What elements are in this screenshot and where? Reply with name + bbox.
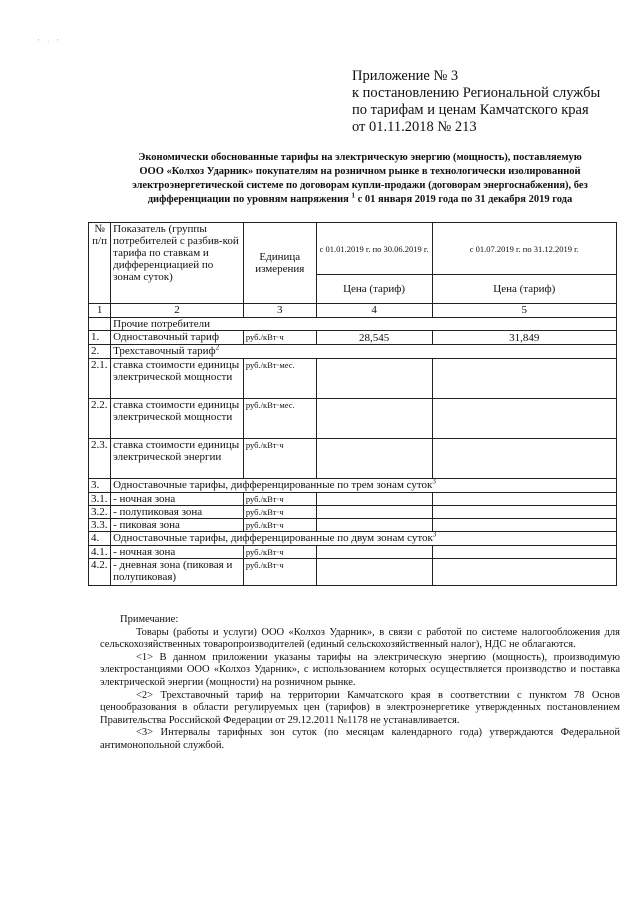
row-num: 4.1.	[89, 546, 111, 559]
row-num: 2.3.	[89, 439, 111, 479]
row-name-text: Одноставочные тарифы, дифференцированные по трем зонам суток	[113, 479, 433, 491]
footnote-ref: 3	[432, 477, 436, 486]
row-value-1	[316, 546, 432, 559]
table-row	[89, 546, 617, 559]
footnote-ref: 1	[351, 191, 355, 200]
notes-heading: Примечание:	[120, 614, 179, 625]
row-num: 3.3.	[89, 519, 111, 532]
column-number: 5	[432, 304, 616, 318]
row-name: ставка стоимости единицы электрической мощности	[111, 399, 244, 439]
row-unit: руб./кВт·ч	[243, 519, 316, 532]
row-value-2	[432, 359, 616, 399]
header-period-1: с 01.01.2019 г. по 30.06.2019 г.	[316, 223, 432, 275]
row-unit: руб./кВт·ч	[243, 439, 316, 479]
tariff-table	[88, 222, 617, 586]
row-value-1	[316, 493, 432, 506]
table-row	[89, 493, 617, 506]
scan-mark: ' · '	[38, 38, 62, 46]
row-name: Одноставочный тариф	[111, 331, 244, 345]
header-price-1: Цена (тариф)	[316, 275, 432, 304]
header-num: № п/п	[89, 223, 111, 304]
table-row	[89, 506, 617, 519]
header-indicator: Показатель (группы потребителей с разбив-кой тарифа по ставкам и дифференциацией по зонам суток)	[111, 223, 244, 304]
footnote-ref: 3	[432, 530, 437, 539]
row-value-2	[432, 506, 616, 519]
column-number: 1	[89, 304, 111, 318]
title-line: ООО «Колхоз Ударник» покупателям на розничном рынке в технологически изолированной	[139, 166, 581, 177]
row-value-2	[432, 519, 616, 532]
note-paragraph: Товары (работы и услуги) ООО «Колхоз Ударник», в связи с работой по системе налогообложения для сельскохозяйственных товаропроизводителей (единый сельскохозяйственный налог), НДС не облагаются.	[100, 626, 620, 651]
row-name	[111, 532, 617, 546]
row-value-1	[316, 506, 432, 519]
row-value-1	[316, 359, 432, 399]
table-row	[89, 439, 617, 479]
row-num: 4.	[89, 532, 111, 546]
section-label: Прочие потребители	[111, 318, 617, 331]
row-value-2	[432, 546, 616, 559]
row-num: 2.	[89, 345, 111, 359]
row-name-text: Одноставочные тарифы, дифференцированные по двум зонам суток	[113, 532, 433, 544]
table-row	[89, 345, 617, 359]
row-num: 2.2.	[89, 399, 111, 439]
row-name: ставка стоимости единицы электрической энергии	[111, 439, 244, 479]
table-row	[89, 479, 617, 493]
row-name	[111, 479, 617, 493]
row-value-1	[316, 439, 432, 479]
row-name: - ночная зона	[111, 493, 244, 506]
table-row	[89, 331, 617, 345]
row-num: 3.1.	[89, 493, 111, 506]
table-row	[89, 399, 617, 439]
appendix-line: от 01.11.2018 № 213	[352, 119, 477, 135]
row-value-1	[316, 399, 432, 439]
table-row	[89, 359, 617, 399]
row-unit: руб./кВт·мес.	[243, 359, 316, 399]
row-value-2	[432, 399, 616, 439]
title-text: с 01 января 2019 года по 31 декабря 2019 года	[354, 194, 573, 205]
note-paragraph: <3> Интервалы тарифных зон суток (по месяцам календарного года) утверждаются Федеральной антимонопольной службой.	[100, 727, 620, 751]
table-header-row	[89, 223, 617, 275]
table-row	[89, 559, 617, 586]
note-paragraph: <1> В данном приложении указаны тарифы на электрическую энергию (мощность), производимую электростанциями ООО «Колхоз Ударник», с использованием которых осуществляется производство и поставка электрической энергии (мощности) на розничном рынке.	[100, 651, 620, 688]
row-unit: руб./кВт·мес.	[243, 399, 316, 439]
row-name: - пиковая зона	[111, 519, 244, 532]
row-unit: руб./кВт·ч	[243, 493, 316, 506]
title-line: электроэнергетической системе по договорам купли-продажи (договорам энергоснабжения), без	[132, 180, 588, 191]
header-price-2: Цена (тариф)	[432, 275, 616, 304]
row-unit: руб./кВт·ч	[243, 546, 316, 559]
column-number: 4	[316, 304, 432, 318]
row-num: 1.	[89, 331, 111, 345]
row-name: - полупиковая зона	[111, 506, 244, 519]
title-line: Экономически обоснованные тарифы на электрическую энергию (мощность), поставляемую	[138, 152, 582, 163]
table-row	[89, 318, 617, 331]
cell-empty	[89, 318, 111, 331]
title-text: дифференциации по уровням напряжения	[147, 194, 349, 205]
row-value-1: 28,545	[316, 331, 432, 345]
column-number: 3	[243, 304, 316, 318]
document-title	[100, 151, 620, 207]
column-number-row	[89, 304, 617, 318]
row-num: 4.2.	[89, 559, 111, 586]
table-row	[89, 532, 617, 546]
appendix-line: по тарифам и ценам Камчатского края	[352, 102, 589, 118]
footnote-ref: 2	[215, 343, 220, 352]
row-num: 3.2.	[89, 506, 111, 519]
row-unit: руб./кВт·ч	[243, 506, 316, 519]
notes-section	[100, 614, 620, 753]
table-row	[89, 519, 617, 532]
row-value-2	[432, 439, 616, 479]
row-name: - дневная зона (пиковая и полупиковая)	[111, 559, 244, 586]
row-value-2	[432, 493, 616, 506]
row-unit: руб./кВт·ч	[243, 559, 316, 586]
note-paragraph: <2> Трехставочный тариф на территории Камчатского края в соответствии с пунктом 78 Основ ценообразования в области регулируемых цен (тарифов) в электроэнергетике утвержденных постановлением Правительства Российской Федерации от 29.12.2011 №1178 не устанавливается.	[100, 689, 620, 726]
row-name-text: Трехставочный тариф	[113, 345, 216, 357]
row-value-2: 31,849	[432, 331, 616, 345]
appendix-header	[352, 68, 622, 136]
row-unit: руб./кВт·ч	[243, 331, 316, 345]
row-num: 2.1.	[89, 359, 111, 399]
row-name	[111, 345, 617, 359]
header-unit: Единица измерения	[243, 223, 316, 304]
title-line	[100, 193, 620, 207]
header-period-2: с 01.07.2019 г. по 31.12.2019 г.	[432, 223, 616, 275]
row-value-2	[432, 559, 616, 586]
column-number: 2	[111, 304, 244, 318]
row-value-1	[316, 519, 432, 532]
appendix-line: к постановлению Региональной службы	[352, 85, 601, 101]
row-value-1	[316, 559, 432, 586]
row-num: 3.	[89, 479, 111, 493]
appendix-line: Приложение № 3	[352, 68, 459, 84]
row-name: ставка стоимости единицы электрической мощности	[111, 359, 244, 399]
row-name: - ночная зона	[111, 546, 244, 559]
